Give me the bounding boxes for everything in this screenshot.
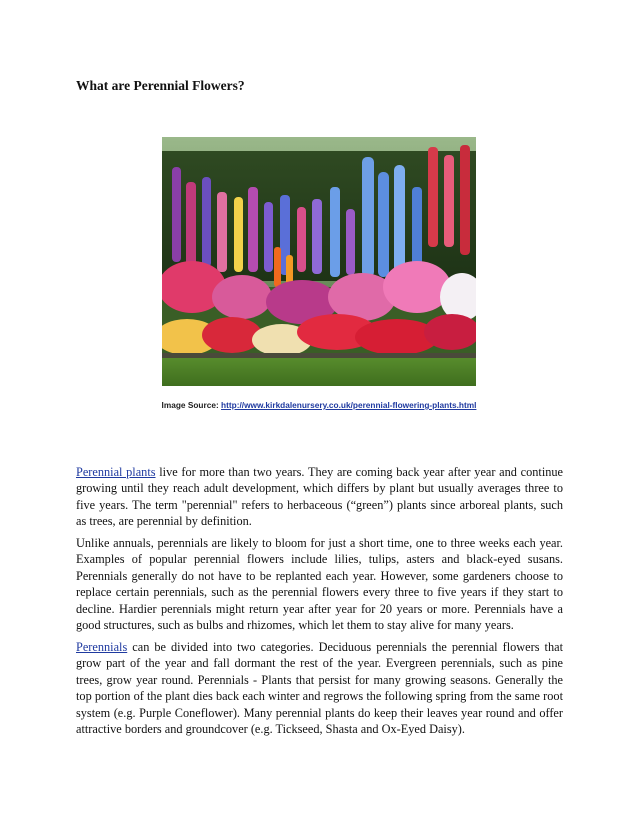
paragraph-1-text: live for more than two years. They are coming back year after year and continue growing until they reach adult development, which differs by plant but usually averages three to five years. The term "perennial" refers to herbaceous (“green”) plants since arboreal plants, such as trees, are perennial by definition. — [76, 465, 563, 529]
image-source-link[interactable]: http://www.kirkdalenursery.co.uk/perennial-flowering-plants.html — [221, 400, 477, 410]
paragraph-3 — [76, 639, 563, 737]
paragraph-1 — [76, 464, 563, 530]
flower-border-image — [162, 137, 476, 386]
paragraph-2: Unlike annuals, perennials are likely to bloom for just a short time, one to three weeks each year. Examples of popular perennial flowers include lilies, tulips, asters and black-eyed susans. Perennials generally do not have to be replanted each year. However, some gardeners choose to replace certain perennials, such as the perennial flowers every three to five years if they start to decline. Hardier perennials might return year after year for 20 years or more. Perennials have a good structures, such as bulbs and rhizomes, which let them to stay alive for many years. — [76, 536, 563, 633]
perennials-link[interactable]: Perennials — [76, 640, 128, 654]
perennial-plants-link[interactable]: Perennial plants — [76, 465, 156, 479]
paragraph-3-text: can be divided into two categories. Deciduous perennials the perennial flowers that grow part of the year and fall dormant the rest of the year. Evergreen perennials, such as pine trees, grow year round. Perennials - Plants that persist for many growing seasons. Generally the top portion of the plant dies back each winter and regrows the following spring from the same root system (e.g. Purple Coneflower). Many perennial plants do keep their leaves year round and offer attractive borders and groundcover (e.g. Tickseed, Shasta and Ox-Eyed Daisy). — [76, 640, 563, 737]
page-title: What are Perennial Flowers? — [76, 78, 245, 93]
image-caption — [0, 400, 638, 410]
caption-prefix: Image Source: — [161, 400, 222, 410]
